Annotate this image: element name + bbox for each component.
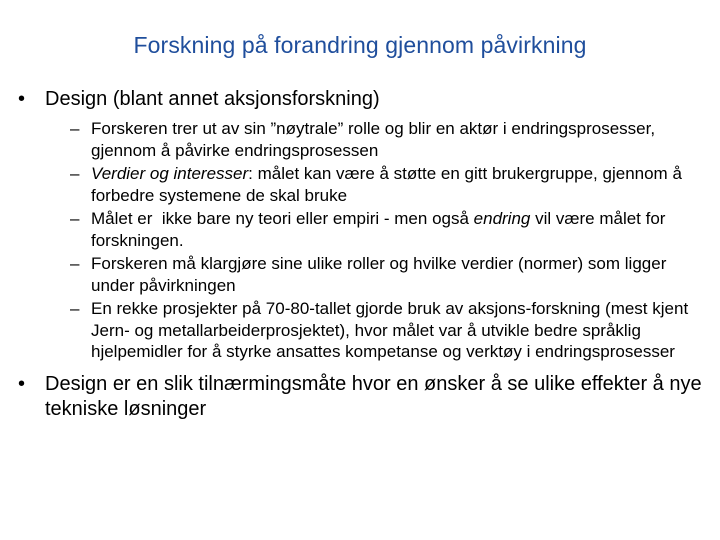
slide-title: Forskning på forandring gjennom påvirkning bbox=[133, 32, 587, 58]
sub-bullet-item bbox=[70, 163, 698, 206]
sub-bullet-item bbox=[70, 118, 698, 161]
sub-bullet-italic: endring bbox=[473, 209, 531, 228]
sub-bullet-text: En rekke prosjekter på 70-80-tallet gjorde bruk av aksjons-forskning (mest kjent Jern- og metallarbeiderprosjektet), hvor målet var å utvikle bedre språklig hjelpemidler for å styrke ansattes kompetanse og verktøy i endringsprosesser bbox=[91, 299, 689, 361]
sub-bullet-list bbox=[70, 118, 698, 363]
dash-icon: – bbox=[70, 119, 80, 138]
bullet-icon: • bbox=[18, 88, 26, 110]
sub-bullet-text: vil være målet for forskningen. bbox=[91, 209, 666, 250]
sub-bullet-text: Målet er ikke bare ny teori eller empiri - men også bbox=[91, 209, 474, 228]
dash-icon: – bbox=[70, 209, 80, 228]
sub-bullet-item bbox=[70, 253, 698, 296]
dash-icon: – bbox=[70, 299, 80, 318]
bullet-text: Design (blant annet aksjonsforskning) bbox=[45, 88, 380, 110]
sub-bullet-text: Forskeren må klargjøre sine ulike roller og hvilke verdier (normer) som ligger under påvirkningen bbox=[91, 254, 667, 295]
bullet-item-design bbox=[18, 87, 708, 112]
bullet-text: Design er en slik tilnærmingsmåte hvor en ønsker å se ulike effekter å nye tekniske løsninger bbox=[45, 372, 702, 420]
slide-content bbox=[18, 87, 708, 422]
dash-icon: – bbox=[70, 164, 80, 183]
sub-bullet-italic: Verdier og interesser bbox=[91, 164, 249, 183]
sub-bullet-text: : målet kan være å støtte en gitt brukergruppe, gjennom å forbedre systemene de skal bruke bbox=[91, 164, 682, 205]
sub-bullet-item bbox=[70, 208, 698, 251]
sub-bullet-text: Forskeren trer ut av sin ”nøytrale” rolle og blir en aktør i endringsprosesser, gjennom å påvirke endringsprosessen bbox=[91, 119, 656, 160]
bullet-item-approach bbox=[18, 372, 708, 422]
bullet-icon: • bbox=[18, 372, 26, 395]
sub-bullet-item bbox=[70, 298, 698, 363]
dash-icon: – bbox=[70, 254, 80, 273]
